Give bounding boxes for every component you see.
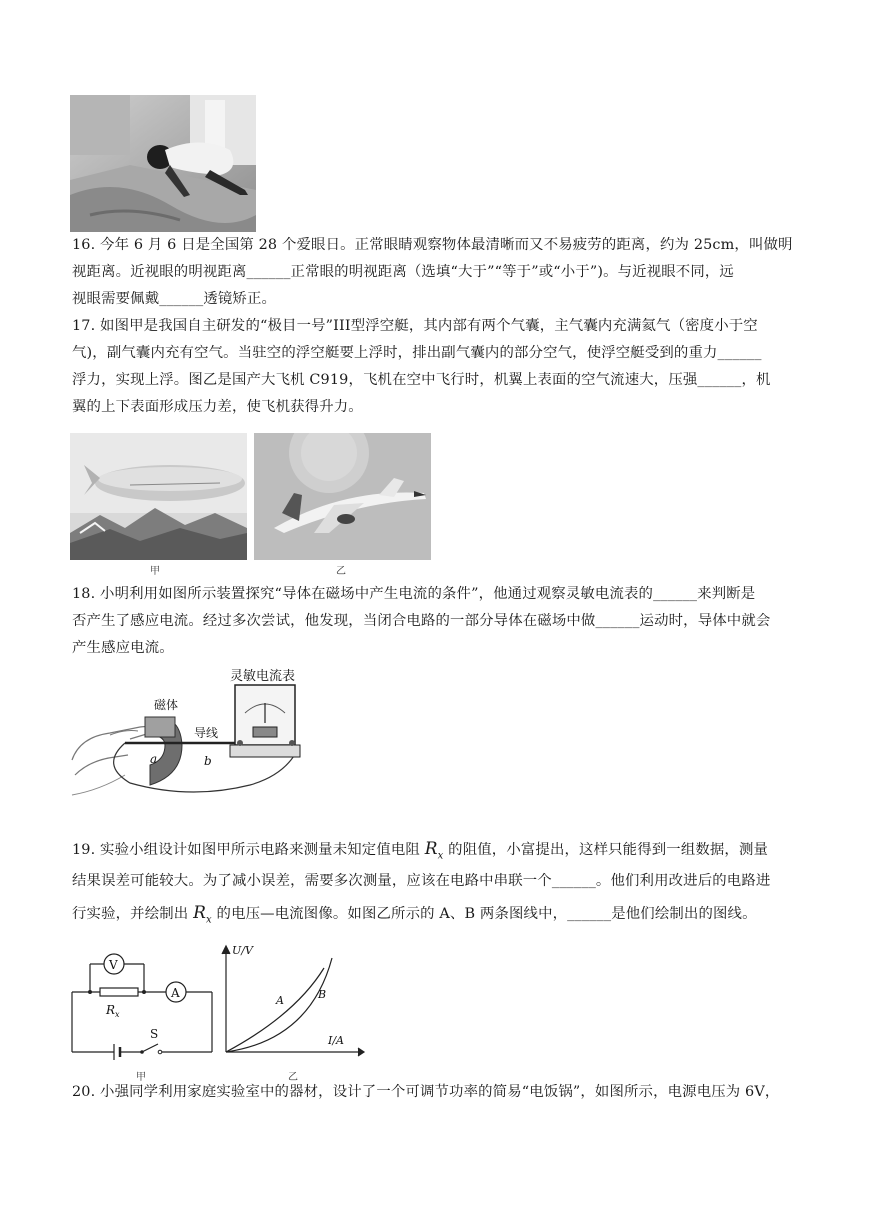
q17-line-4: 翼的上下表面形成压力差，使飞机获得升力。 [72, 399, 363, 415]
q16-line-2: 视距离。近视眼的明视距离______正常眼的明视距离（选填“大于”“等于”或“小于”)。与近视眼不同，远 [72, 264, 734, 280]
rx-symbol-2: $R_x$ [193, 903, 212, 926]
q19-line-3 [72, 903, 757, 930]
q19-line-1 [72, 839, 768, 866]
q17-line-2: 气)，副气囊内充有空气。当驻空的浮空艇要上浮时，排出副气囊内的部分空气，使浮空艇受到的重力______ [72, 345, 762, 361]
y-axis-label: U/V [232, 944, 253, 957]
rx-symbol: $R_x$ [424, 839, 444, 862]
line-b-label: B [318, 988, 327, 1001]
q18-line-3: 产生感应电流。 [72, 640, 174, 656]
q16-line-3: 视眼需要佩戴______透镜矫正。 [72, 291, 277, 307]
q18-line-1: 18. 小明利用如图所示装置探究“导体在磁场中产生电流的条件”，他通过观察灵敏电流表的______来判断是 [72, 586, 756, 602]
q19-line-3-b: 的电压—电流图像。如图乙所示的 A、B 两条图线中，______是他们绘制出的图线。 [211, 906, 757, 922]
voltmeter-label: V [109, 958, 118, 972]
q17-line-1: 17. 如图甲是我国自主研发的“极目一号”III型浮空艇，其内部有两个气囊，主气囊内充满氦气（密度小于空 [72, 318, 758, 334]
q19-line-1-a: 19. 实验小组设计如图甲所示电路来测量未知定值电阻 [72, 842, 425, 858]
line-a [226, 968, 327, 1052]
line-a-label: A [276, 994, 284, 1007]
point-a-label: a [150, 752, 158, 766]
switch-label: S [150, 1027, 159, 1041]
q17-line-3: 浮力，实现上浮。图乙是国产大飞机 C919，飞机在空中飞行时，机翼上表面的空气流速大，压强______，机 [72, 372, 771, 388]
q16-line-1: 16. 今年 6 月 6 日是全国第 28 个爱眼日。正常眼睛观察物体最清晰而又不易疲劳的距离，约为 25cm，叫做明 [72, 237, 793, 253]
wire-label: 导线 [194, 726, 219, 740]
caption-graph-yi: 乙 [288, 1072, 298, 1083]
induction-apparatus-diagram [70, 665, 310, 815]
ui-graph [220, 940, 370, 1070]
point-b-label: b [204, 754, 212, 768]
circuit-diagram [70, 948, 220, 1068]
q19-line-3-a: 行实验，并绘制出 [72, 906, 194, 922]
q20-line-1: 20. 小强同学利用家庭实验室中的器材，设计了一个可调节功率的简易“电饭锅”，如图所示，电源电压为 6V， [72, 1084, 780, 1100]
plane-photo [254, 433, 431, 560]
sleep-photo [70, 95, 256, 232]
q18-line-2: 否产生了感应电流。经过多次尝试，他发现，当闭合电路的一部分导体在磁场中做______运动时，导体中就会 [72, 613, 771, 629]
airship-photo [70, 433, 247, 560]
q19-line-2: 结果误差可能较大。为了减小误差，需要多次测量，应该在电路中串联一个______。他们利用改进后的电路进 [72, 873, 771, 889]
ammeter-label: A [171, 986, 180, 1000]
caption-jia: 甲 [150, 566, 160, 577]
magnet-label: 磁体 [154, 698, 179, 712]
resistor-label: $R_x$ [106, 1003, 120, 1019]
caption-circuit-jia: 甲 [136, 1072, 146, 1083]
meter-label: 灵敏电流表 [230, 669, 296, 684]
caption-yi: 乙 [336, 566, 346, 577]
x-axis-label: I/A [328, 1034, 344, 1047]
q19-line-1-b: 的阻值，小富提出，这样只能得到一组数据，测量 [443, 842, 769, 858]
